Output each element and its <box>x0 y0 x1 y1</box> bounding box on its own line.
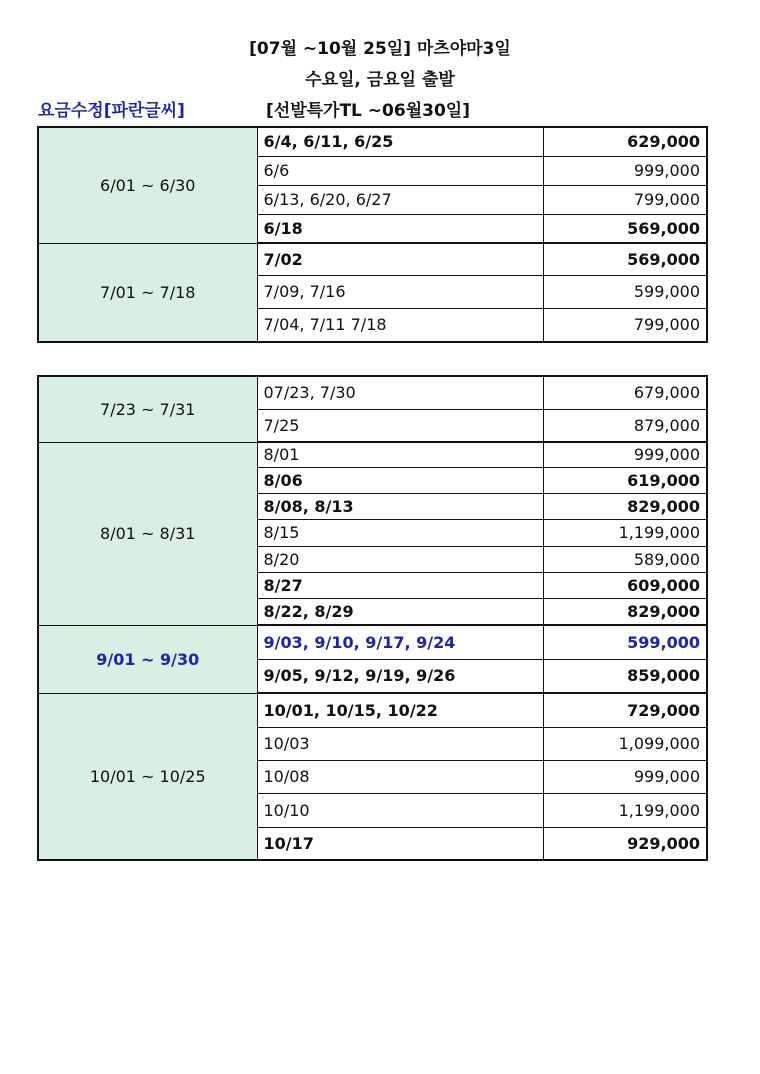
departure-dates-cell: 8/06 <box>257 467 543 493</box>
departure-dates-cell: 9/05, 9/12, 9/19, 9/26 <box>257 659 543 693</box>
departure-dates-cell: 9/03, 9/10, 9/17, 9/24 <box>257 625 543 659</box>
price-cell: 999,000 <box>543 156 707 185</box>
table-row <box>38 243 707 275</box>
price-cell: 799,000 <box>543 185 707 214</box>
price-cell: 799,000 <box>543 308 707 342</box>
departure-dates-cell: 8/27 <box>257 572 543 598</box>
table-row <box>38 127 707 156</box>
price-cell: 569,000 <box>543 214 707 243</box>
departure-dates-cell: 6/6 <box>257 156 543 185</box>
price-cell: 829,000 <box>543 598 707 625</box>
price-cell: 599,000 <box>543 625 707 659</box>
departure-dates-cell: 8/22, 8/29 <box>257 598 543 625</box>
price-table-july-october <box>37 375 708 861</box>
departure-dates-cell: 6/13, 6/20, 6/27 <box>257 185 543 214</box>
departure-dates-cell: 7/04, 7/11 7/18 <box>257 308 543 342</box>
price-cell: 729,000 <box>543 693 707 727</box>
departure-dates-cell: 8/01 <box>257 442 543 467</box>
table-row <box>38 376 707 409</box>
departure-dates-cell: 7/02 <box>257 243 543 275</box>
price-cell: 829,000 <box>543 493 707 519</box>
price-cell: 629,000 <box>543 127 707 156</box>
price-cell: 1,199,000 <box>543 793 707 827</box>
price-cell: 589,000 <box>543 546 707 572</box>
departure-dates-cell: 7/09, 7/16 <box>257 275 543 308</box>
period-cell: 7/23 ~ 7/31 <box>38 376 257 442</box>
price-cell: 929,000 <box>543 827 707 860</box>
price-cell: 879,000 <box>543 409 707 442</box>
period-cell: 6/01 ~ 6/30 <box>38 127 257 243</box>
departure-dates-cell: 8/15 <box>257 519 543 546</box>
period-cell: 8/01 ~ 8/31 <box>38 442 257 625</box>
price-table-june-july <box>37 126 708 343</box>
price-cell: 859,000 <box>543 659 707 693</box>
departure-dates-cell: 10/10 <box>257 793 543 827</box>
table-row <box>38 442 707 467</box>
price-cell: 1,199,000 <box>543 519 707 546</box>
earlybird-deadline: [선발특가TL ~06월30일] <box>266 101 470 121</box>
departure-dates-cell: 8/08, 8/13 <box>257 493 543 519</box>
departure-dates-cell: 6/4, 6/11, 6/25 <box>257 127 543 156</box>
price-cell: 999,000 <box>543 760 707 793</box>
departure-dates-cell: 10/17 <box>257 827 543 860</box>
period-cell: 9/01 ~ 9/30 <box>38 625 257 693</box>
price-cell: 1,099,000 <box>543 727 707 760</box>
price-cell: 679,000 <box>543 376 707 409</box>
price-cell: 569,000 <box>543 243 707 275</box>
price-cell: 999,000 <box>543 442 707 467</box>
departure-dates-cell: 8/20 <box>257 546 543 572</box>
table-row <box>38 625 707 659</box>
price-cell: 619,000 <box>543 467 707 493</box>
departure-dates-cell: 07/23, 7/30 <box>257 376 543 409</box>
departure-dates-cell: 10/01, 10/15, 10/22 <box>257 693 543 727</box>
departure-dates-cell: 10/03 <box>257 727 543 760</box>
page-title: [07월 ~10월 25일] 마츠야마3일 <box>249 39 511 59</box>
price-cell: 599,000 <box>543 275 707 308</box>
table-row <box>38 693 707 727</box>
period-cell: 7/01 ~ 7/18 <box>38 243 257 342</box>
departure-dates-cell: 7/25 <box>257 409 543 442</box>
departure-dates-cell: 10/08 <box>257 760 543 793</box>
period-cell: 10/01 ~ 10/25 <box>38 693 257 860</box>
price-cell: 609,000 <box>543 572 707 598</box>
departure-dates-cell: 6/18 <box>257 214 543 243</box>
page-subtitle: 수요일, 금요일 출발 <box>305 70 455 90</box>
price-revision-notice: 요금수정[파란글씨] <box>38 101 185 121</box>
